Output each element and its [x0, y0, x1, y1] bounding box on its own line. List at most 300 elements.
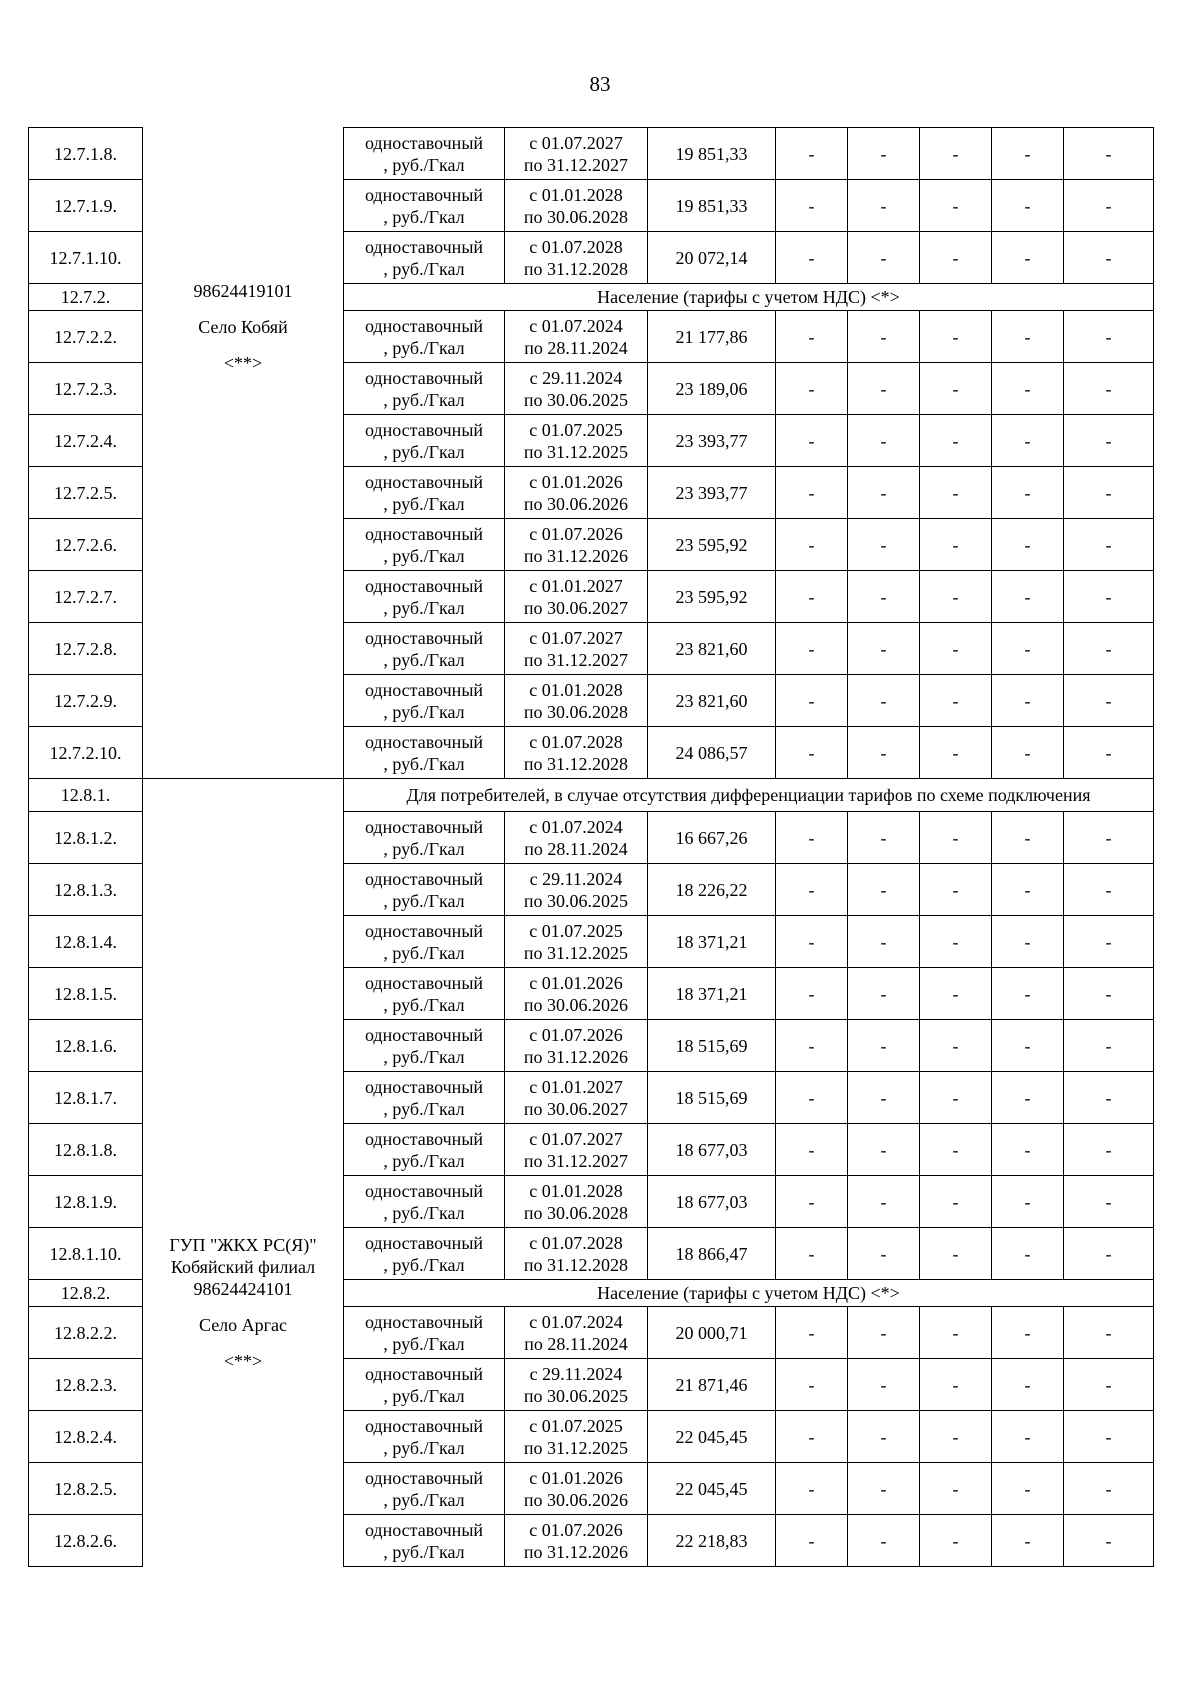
period-from: с 01.07.2027: [529, 1128, 623, 1149]
period-to: по 30.06.2025: [523, 389, 629, 410]
empty-value-cell: -: [848, 623, 920, 675]
empty-value-cell: -: [848, 128, 920, 180]
rate-unit: , руб./Гкал: [383, 258, 465, 279]
empty-value-cell: -: [1064, 916, 1154, 968]
rate-type-cell: [344, 363, 505, 415]
empty-value-cell: -: [848, 864, 920, 916]
section-row: [29, 779, 1154, 812]
empty-value-cell: -: [992, 128, 1064, 180]
empty-value-cell: -: [920, 519, 992, 571]
rate-unit: , руб./Гкал: [383, 337, 465, 358]
rate-type: одноставочный: [364, 1232, 484, 1253]
rate-type: одноставочный: [364, 868, 484, 889]
period-cell: [505, 1307, 648, 1359]
tariff-value-cell: 18 515,69: [648, 1072, 776, 1124]
empty-value-cell: -: [1064, 1359, 1154, 1411]
rate-type-cell: [344, 232, 505, 284]
empty-value-cell: -: [1064, 968, 1154, 1020]
empty-value-cell: -: [848, 968, 920, 1020]
empty-value-cell: -: [848, 1359, 920, 1411]
rate-type-cell: [344, 916, 505, 968]
empty-value-cell: -: [920, 311, 992, 363]
rate-unit: , руб./Гкал: [383, 441, 465, 462]
period-cell: [505, 864, 648, 916]
empty-value-cell: -: [992, 1411, 1064, 1463]
rate-type-cell: [344, 1411, 505, 1463]
empty-value-cell: -: [776, 968, 848, 1020]
empty-value-cell: -: [992, 623, 1064, 675]
period-from: с 01.07.2028: [529, 731, 623, 752]
empty-value-cell: -: [920, 1124, 992, 1176]
period-from: с 01.07.2027: [529, 627, 623, 648]
tariff-value-cell: 22 045,45: [648, 1463, 776, 1515]
entity-settlement: Село Аргас: [198, 1315, 288, 1335]
period-cell: [505, 519, 648, 571]
period-cell: [505, 1228, 648, 1280]
row-number-cell: 12.7.2.7.: [29, 571, 143, 623]
tariff-value-cell: 22 218,83: [648, 1515, 776, 1567]
period-to: по 30.06.2028: [523, 206, 629, 227]
empty-value-cell: -: [848, 812, 920, 864]
period-to: по 30.06.2026: [523, 994, 629, 1015]
empty-value-cell: -: [1064, 727, 1154, 779]
empty-value-cell: -: [848, 232, 920, 284]
empty-value-cell: -: [1064, 1020, 1154, 1072]
empty-value-cell: -: [776, 812, 848, 864]
period-cell: [505, 311, 648, 363]
tariff-value-cell: 18 371,21: [648, 916, 776, 968]
rate-type: одноставочный: [364, 1128, 484, 1149]
rate-type-cell: [344, 180, 505, 232]
empty-value-cell: -: [776, 1228, 848, 1280]
empty-value-cell: -: [920, 1020, 992, 1072]
rate-unit: , руб./Гкал: [383, 1150, 465, 1171]
tariff-table: [28, 127, 1154, 1567]
rate-type-cell: [344, 1072, 505, 1124]
empty-value-cell: -: [776, 1411, 848, 1463]
empty-value-cell: -: [1064, 363, 1154, 415]
row-number-cell: 12.8.1.7.: [29, 1072, 143, 1124]
tariff-value-cell: 16 667,26: [648, 812, 776, 864]
empty-value-cell: -: [920, 1176, 992, 1228]
tariff-value-cell: 18 371,21: [648, 968, 776, 1020]
rate-type: одноставочный: [364, 471, 484, 492]
rate-type: одноставочный: [364, 236, 484, 257]
period-from: с 01.07.2026: [529, 1024, 623, 1045]
empty-value-cell: -: [992, 363, 1064, 415]
period-from: с 01.01.2028: [529, 184, 623, 205]
period-from: с 01.01.2028: [529, 1180, 623, 1201]
row-number-cell: 12.8.1.5.: [29, 968, 143, 1020]
tariff-value-cell: 18 866,47: [648, 1228, 776, 1280]
period-from: с 01.07.2028: [529, 236, 623, 257]
empty-value-cell: -: [1064, 864, 1154, 916]
rate-unit: , руб./Гкал: [383, 942, 465, 963]
rate-unit: , руб./Гкал: [383, 701, 465, 722]
row-number-cell: 12.7.2.10.: [29, 727, 143, 779]
row-number-cell: 12.8.1.: [29, 779, 143, 812]
rate-unit: , руб./Гкал: [383, 1046, 465, 1067]
rate-type-cell: [344, 519, 505, 571]
tariff-value-cell: 23 189,06: [648, 363, 776, 415]
tariff-value-cell: 18 515,69: [648, 1020, 776, 1072]
row-number-cell: 12.8.1.2.: [29, 812, 143, 864]
entity-note: <**>: [223, 1351, 263, 1371]
row-number-cell: 12.8.2.3.: [29, 1359, 143, 1411]
period-to: по 31.12.2027: [523, 649, 629, 670]
row-number-cell: 12.8.2.: [29, 1280, 143, 1307]
period-cell: [505, 623, 648, 675]
row-number-cell: 12.7.2.4.: [29, 415, 143, 467]
period-to: по 28.11.2024: [524, 1333, 628, 1354]
entity-code: 98624424101: [193, 1279, 293, 1299]
period-from: с 01.07.2024: [529, 1311, 623, 1332]
row-number-cell: 12.8.1.8.: [29, 1124, 143, 1176]
period-to: по 30.06.2028: [523, 1202, 629, 1223]
rate-type: одноставочный: [364, 575, 484, 596]
rate-type: одноставочный: [364, 679, 484, 700]
rate-type-cell: [344, 1228, 505, 1280]
entity-branch: Кобяйский филиал: [170, 1257, 316, 1277]
empty-value-cell: -: [1064, 415, 1154, 467]
empty-value-cell: -: [920, 1515, 992, 1567]
empty-value-cell: -: [992, 467, 1064, 519]
row-number-cell: 12.7.2.3.: [29, 363, 143, 415]
empty-value-cell: -: [776, 727, 848, 779]
section-header-cell: Население (тарифы с учетом НДС) <*>: [344, 1280, 1154, 1307]
empty-value-cell: -: [920, 864, 992, 916]
rate-unit: , руб./Гкал: [383, 890, 465, 911]
rate-type: одноставочный: [364, 1363, 484, 1384]
rate-unit: , руб./Гкал: [383, 493, 465, 514]
entity-code: 98624419101: [193, 280, 293, 301]
period-from: с 01.01.2026: [529, 1467, 623, 1488]
empty-value-cell: -: [776, 1515, 848, 1567]
period-to: по 31.12.2025: [523, 1437, 629, 1458]
entity-settlement: Село Кобяй: [198, 316, 288, 337]
rate-unit: , руб./Гкал: [383, 389, 465, 410]
rate-type-cell: [344, 675, 505, 727]
rate-unit: , руб./Гкал: [383, 1489, 465, 1510]
period-to: по 30.06.2026: [523, 1489, 629, 1510]
empty-value-cell: -: [776, 415, 848, 467]
rate-unit: , руб./Гкал: [383, 1254, 465, 1275]
period-from: с 29.11.2024: [529, 868, 623, 889]
period-cell: [505, 916, 648, 968]
period-to: по 31.12.2025: [523, 441, 629, 462]
empty-value-cell: -: [1064, 1072, 1154, 1124]
tariff-table-body: [29, 128, 1154, 1567]
rate-type-cell: [344, 1176, 505, 1228]
rate-unit: , руб./Гкал: [383, 649, 465, 670]
empty-value-cell: -: [992, 1228, 1064, 1280]
period-from: с 01.07.2027: [529, 132, 623, 153]
empty-value-cell: -: [992, 232, 1064, 284]
rate-type-cell: [344, 571, 505, 623]
period-cell: [505, 1411, 648, 1463]
empty-value-cell: -: [776, 363, 848, 415]
empty-value-cell: -: [776, 623, 848, 675]
empty-value-cell: -: [1064, 675, 1154, 727]
period-to: по 31.12.2026: [523, 1046, 629, 1067]
empty-value-cell: -: [776, 1307, 848, 1359]
empty-value-cell: -: [920, 1307, 992, 1359]
empty-value-cell: -: [848, 1463, 920, 1515]
rate-type-cell: [344, 1020, 505, 1072]
empty-value-cell: -: [848, 1515, 920, 1567]
row-number-cell: 12.8.1.4.: [29, 916, 143, 968]
empty-value-cell: -: [776, 1124, 848, 1176]
period-to: по 31.12.2027: [523, 154, 629, 175]
period-to: по 28.11.2024: [524, 838, 628, 859]
period-from: с 01.07.2026: [529, 1519, 623, 1540]
rate-type-cell: [344, 1359, 505, 1411]
empty-value-cell: -: [776, 467, 848, 519]
period-to: по 31.12.2026: [523, 1541, 629, 1562]
period-from: с 01.07.2025: [529, 419, 623, 440]
empty-value-cell: -: [848, 1124, 920, 1176]
empty-value-cell: -: [776, 675, 848, 727]
rate-unit: , руб./Гкал: [383, 1541, 465, 1562]
empty-value-cell: -: [1064, 519, 1154, 571]
empty-value-cell: -: [992, 968, 1064, 1020]
rate-unit: , руб./Гкал: [383, 994, 465, 1015]
period-to: по 31.12.2027: [523, 1150, 629, 1171]
rate-type-cell: [344, 1124, 505, 1176]
empty-value-cell: -: [920, 1228, 992, 1280]
empty-value-cell: -: [920, 916, 992, 968]
empty-value-cell: -: [848, 1020, 920, 1072]
period-cell: [505, 1020, 648, 1072]
rate-type-cell: [344, 812, 505, 864]
empty-value-cell: -: [992, 1124, 1064, 1176]
tariff-value-cell: 24 086,57: [648, 727, 776, 779]
rate-type: одноставочный: [364, 920, 484, 941]
period-to: по 30.06.2027: [523, 597, 629, 618]
period-cell: [505, 727, 648, 779]
tariff-value-cell: 22 045,45: [648, 1411, 776, 1463]
tariff-value-cell: 20 072,14: [648, 232, 776, 284]
rate-type: одноставочный: [364, 1311, 484, 1332]
empty-value-cell: -: [776, 519, 848, 571]
tariff-value-cell: 18 677,03: [648, 1124, 776, 1176]
empty-value-cell: -: [1064, 311, 1154, 363]
rate-type-cell: [344, 623, 505, 675]
empty-value-cell: -: [992, 864, 1064, 916]
rate-type-cell: [344, 467, 505, 519]
entity-org: ГУП "ЖКХ РС(Я)": [169, 1235, 317, 1255]
empty-value-cell: -: [992, 180, 1064, 232]
period-cell: [505, 415, 648, 467]
empty-value-cell: -: [992, 571, 1064, 623]
period-cell: [505, 128, 648, 180]
period-to: по 31.12.2026: [523, 545, 629, 566]
row-number-cell: 12.8.1.10.: [29, 1228, 143, 1280]
empty-value-cell: -: [848, 1228, 920, 1280]
rate-type: одноставочный: [364, 1415, 484, 1436]
empty-value-cell: -: [776, 864, 848, 916]
empty-value-cell: -: [848, 1176, 920, 1228]
period-cell: [505, 180, 648, 232]
period-from: с 01.07.2025: [529, 920, 623, 941]
row-number-cell: 12.8.2.5.: [29, 1463, 143, 1515]
empty-value-cell: -: [1064, 812, 1154, 864]
section-header-cell: Для потребителей, в случае отсутствия дифференциации тарифов по схеме подключения: [344, 779, 1154, 812]
rate-unit: , руб./Гкал: [383, 1333, 465, 1354]
rate-unit: , руб./Гкал: [383, 1202, 465, 1223]
period-cell: [505, 467, 648, 519]
empty-value-cell: -: [1064, 1124, 1154, 1176]
empty-value-cell: -: [1064, 180, 1154, 232]
empty-value-cell: -: [776, 1359, 848, 1411]
period-from: с 01.01.2026: [529, 972, 623, 993]
empty-value-cell: -: [992, 1072, 1064, 1124]
empty-value-cell: -: [1064, 623, 1154, 675]
period-from: с 01.01.2026: [529, 471, 623, 492]
empty-value-cell: -: [1064, 1463, 1154, 1515]
empty-value-cell: -: [848, 1307, 920, 1359]
rate-unit: , руб./Гкал: [383, 206, 465, 227]
empty-value-cell: -: [776, 916, 848, 968]
period-cell: [505, 1359, 648, 1411]
empty-value-cell: -: [1064, 571, 1154, 623]
row-number-cell: 12.7.2.2.: [29, 311, 143, 363]
empty-value-cell: -: [1064, 1176, 1154, 1228]
empty-value-cell: -: [1064, 1307, 1154, 1359]
row-number-cell: 12.7.2.6.: [29, 519, 143, 571]
empty-value-cell: -: [848, 571, 920, 623]
period-cell: [505, 363, 648, 415]
rate-type: одноставочный: [364, 1519, 484, 1540]
empty-value-cell: -: [848, 180, 920, 232]
row-number-cell: 12.7.1.10.: [29, 232, 143, 284]
empty-value-cell: -: [992, 1515, 1064, 1567]
row-number-cell: 12.7.2.5.: [29, 467, 143, 519]
tariff-value-cell: 19 851,33: [648, 180, 776, 232]
empty-value-cell: -: [920, 623, 992, 675]
rate-type: одноставочный: [364, 816, 484, 837]
empty-value-cell: -: [920, 1411, 992, 1463]
empty-value-cell: -: [920, 1463, 992, 1515]
period-to: по 30.06.2028: [523, 701, 629, 722]
empty-value-cell: -: [848, 916, 920, 968]
empty-value-cell: -: [776, 1072, 848, 1124]
rate-type: одноставочный: [364, 132, 484, 153]
empty-value-cell: -: [776, 1463, 848, 1515]
empty-value-cell: -: [1064, 1515, 1154, 1567]
row-number-cell: 12.7.2.8.: [29, 623, 143, 675]
empty-value-cell: -: [1064, 467, 1154, 519]
period-to: по 31.12.2028: [523, 1254, 629, 1275]
rate-type: одноставочный: [364, 1180, 484, 1201]
period-cell: [505, 968, 648, 1020]
empty-value-cell: -: [992, 1176, 1064, 1228]
rate-type: одноставочный: [364, 523, 484, 544]
empty-value-cell: -: [1064, 128, 1154, 180]
tariff-value-cell: 18 226,22: [648, 864, 776, 916]
period-cell: [505, 812, 648, 864]
period-from: с 01.01.2027: [529, 1076, 623, 1097]
empty-value-cell: -: [992, 1020, 1064, 1072]
empty-value-cell: -: [920, 415, 992, 467]
empty-value-cell: -: [848, 467, 920, 519]
empty-value-cell: -: [920, 467, 992, 519]
empty-value-cell: -: [848, 363, 920, 415]
rate-unit: , руб./Гкал: [383, 1098, 465, 1119]
rate-type: одноставочный: [364, 1024, 484, 1045]
empty-value-cell: -: [992, 727, 1064, 779]
period-from: с 01.07.2026: [529, 523, 623, 544]
empty-value-cell: -: [992, 675, 1064, 727]
tariff-value-cell: 23 595,92: [648, 519, 776, 571]
entity-cell-kobyai: [143, 128, 344, 779]
empty-value-cell: -: [776, 1020, 848, 1072]
empty-value-cell: -: [776, 232, 848, 284]
rate-unit: , руб./Гкал: [383, 545, 465, 566]
tariff-value-cell: 23 393,77: [648, 467, 776, 519]
rate-unit: , руб./Гкал: [383, 753, 465, 774]
period-cell: [505, 1176, 648, 1228]
empty-value-cell: -: [776, 1176, 848, 1228]
empty-value-cell: -: [848, 1072, 920, 1124]
empty-value-cell: -: [848, 311, 920, 363]
rate-type-cell: [344, 415, 505, 467]
period-cell: [505, 232, 648, 284]
page-number: 83: [589, 72, 611, 96]
empty-value-cell: -: [848, 727, 920, 779]
entity-cell-argas: [143, 779, 344, 1567]
empty-value-cell: -: [992, 311, 1064, 363]
rate-type-cell: [344, 311, 505, 363]
empty-value-cell: -: [848, 675, 920, 727]
rate-unit: , руб./Гкал: [383, 838, 465, 859]
section-header-cell: Население (тарифы с учетом НДС) <*>: [344, 284, 1154, 311]
empty-value-cell: -: [920, 571, 992, 623]
period-to: по 30.06.2026: [523, 493, 629, 514]
empty-value-cell: -: [920, 1072, 992, 1124]
empty-value-cell: -: [920, 727, 992, 779]
empty-value-cell: -: [776, 571, 848, 623]
rate-type-cell: [344, 1463, 505, 1515]
rate-type: одноставочный: [364, 972, 484, 993]
tariff-value-cell: 18 677,03: [648, 1176, 776, 1228]
empty-value-cell: -: [920, 232, 992, 284]
row-number-cell: 12.8.2.2.: [29, 1307, 143, 1359]
period-cell: [505, 1124, 648, 1176]
empty-value-cell: -: [992, 916, 1064, 968]
period-cell: [505, 675, 648, 727]
rate-type-cell: [344, 968, 505, 1020]
tariff-value-cell: 21 871,46: [648, 1359, 776, 1411]
period-from: с 01.01.2028: [529, 679, 623, 700]
period-to: по 30.06.2027: [523, 1098, 629, 1119]
empty-value-cell: -: [992, 1359, 1064, 1411]
row-number-cell: 12.7.1.9.: [29, 180, 143, 232]
rate-type: одноставочный: [364, 627, 484, 648]
rate-type-cell: [344, 864, 505, 916]
empty-value-cell: -: [776, 180, 848, 232]
empty-value-cell: -: [920, 180, 992, 232]
empty-value-cell: -: [1064, 232, 1154, 284]
empty-value-cell: -: [848, 1411, 920, 1463]
period-from: с 01.07.2028: [529, 1232, 623, 1253]
rate-type: одноставочный: [364, 1467, 484, 1488]
rate-type: одноставочный: [364, 315, 484, 336]
period-from: с 01.07.2024: [529, 315, 623, 336]
tariff-value-cell: 23 393,77: [648, 415, 776, 467]
tariff-value-cell: 23 595,92: [648, 571, 776, 623]
empty-value-cell: -: [920, 363, 992, 415]
